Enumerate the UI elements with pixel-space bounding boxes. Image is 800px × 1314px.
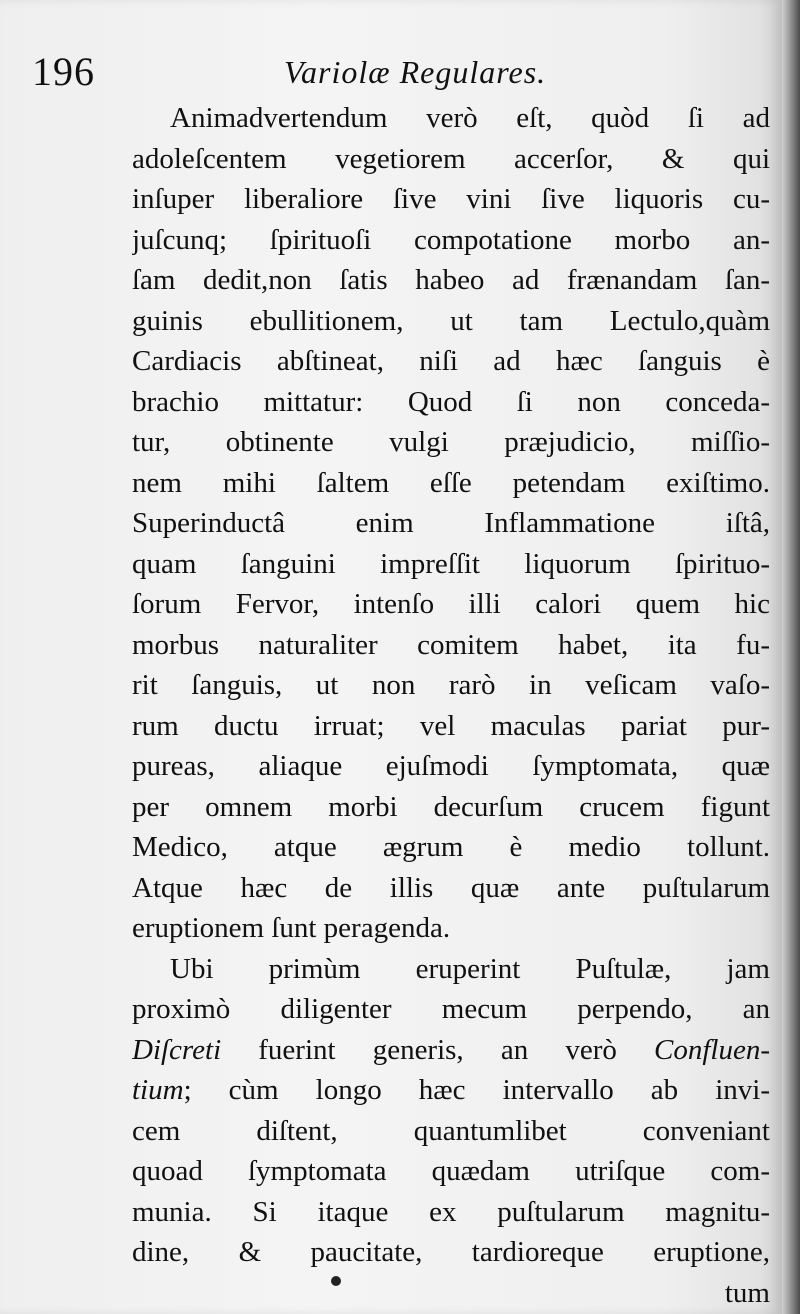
text-line: ſam dedit,non ſatis habeo ad frænandam ſan- bbox=[132, 264, 770, 296]
italic-word: Confluen- bbox=[654, 1033, 770, 1066]
text-line: Ubi primùm eruperint Puſtulæ, jam bbox=[170, 952, 770, 985]
text-line: ſorum Fervor, intenſo illi calori quem hic bbox=[132, 588, 770, 620]
text-line: quam ſanguini impreſſit liquorum ſpirituo- bbox=[132, 547, 770, 580]
text-line: brachio mittatur: Quod ſi non conceda- bbox=[132, 385, 770, 418]
text-line: morbus naturaliter comitem habet, ita fu- bbox=[132, 628, 770, 661]
running-title: Variolæ Regulares. bbox=[284, 54, 547, 90]
text-line: rum ductu irruat; vel maculas pariat pur- bbox=[132, 709, 770, 742]
text-line: eruptionem ſunt peragenda. bbox=[132, 912, 451, 944]
text-line: juſcunq; ſpirituoſi compotatione morbo an- bbox=[132, 223, 770, 256]
text-line: Superinductâ enim Inflammatione iſtâ, bbox=[132, 507, 770, 539]
text-line: Atque hæc de illis quæ ante puſtularum bbox=[132, 871, 770, 904]
page-number: 196 bbox=[32, 49, 95, 94]
text-line: munia. Si itaque ex puſtularum magnitu- bbox=[132, 1195, 770, 1228]
text-line: quoad ſymptomata quædam utriſque com- bbox=[132, 1155, 770, 1187]
text-line: proximò diligenter mecum perpendo, an bbox=[132, 993, 770, 1025]
text-line: guinis ebullitionem, ut tam Lectulo,quàm bbox=[132, 304, 770, 337]
text-line: tium; cùm longo hæc intervallo ab invi- bbox=[132, 1074, 770, 1106]
page-edge-shadow bbox=[782, 0, 800, 1314]
italic-word: Diſcreti bbox=[132, 1033, 222, 1066]
text-line: tur, obtinente vulgi præjudicio, miſſio- bbox=[132, 426, 770, 458]
text-line: Cardiacis abſtineat, niſi ad hæc ſanguis è bbox=[132, 345, 770, 377]
text-line: inſuper liberaliore ſive vini ſive liquoris cu- bbox=[132, 183, 770, 215]
text-line: per omnem morbi decurſum crucem figunt bbox=[132, 790, 770, 823]
text-line: rit ſanguis, ut non rarò in veſicam vaſo- bbox=[132, 669, 770, 701]
text-line: pureas, aliaque ejuſmodi ſymptomata, quæ bbox=[132, 750, 770, 782]
catchword: tum bbox=[724, 1276, 770, 1309]
text-line: Diſcreti fuerint generis, an verò Confluen- bbox=[132, 1033, 770, 1066]
text-line: dine, & paucitate, tardioreque eruptione, bbox=[132, 1236, 770, 1268]
body-text bbox=[132, 98, 770, 1313]
text-line: cem diſtent, quantumlibet conveniant bbox=[132, 1114, 770, 1147]
text-line: nem mihi ſaltem eſſe petendam exiſtimo. bbox=[132, 466, 770, 499]
page-header bbox=[32, 44, 752, 100]
text-line: adoleſcentem vegetiorem accerſor, & qui bbox=[132, 142, 770, 175]
text-line: Medico, atque ægrum è medio tollunt. bbox=[132, 831, 770, 863]
italic-word: tium bbox=[132, 1074, 184, 1106]
text-line: Animadvertendum verò eſt, quòd ſi ad bbox=[170, 102, 770, 134]
ink-dot bbox=[331, 1276, 341, 1286]
